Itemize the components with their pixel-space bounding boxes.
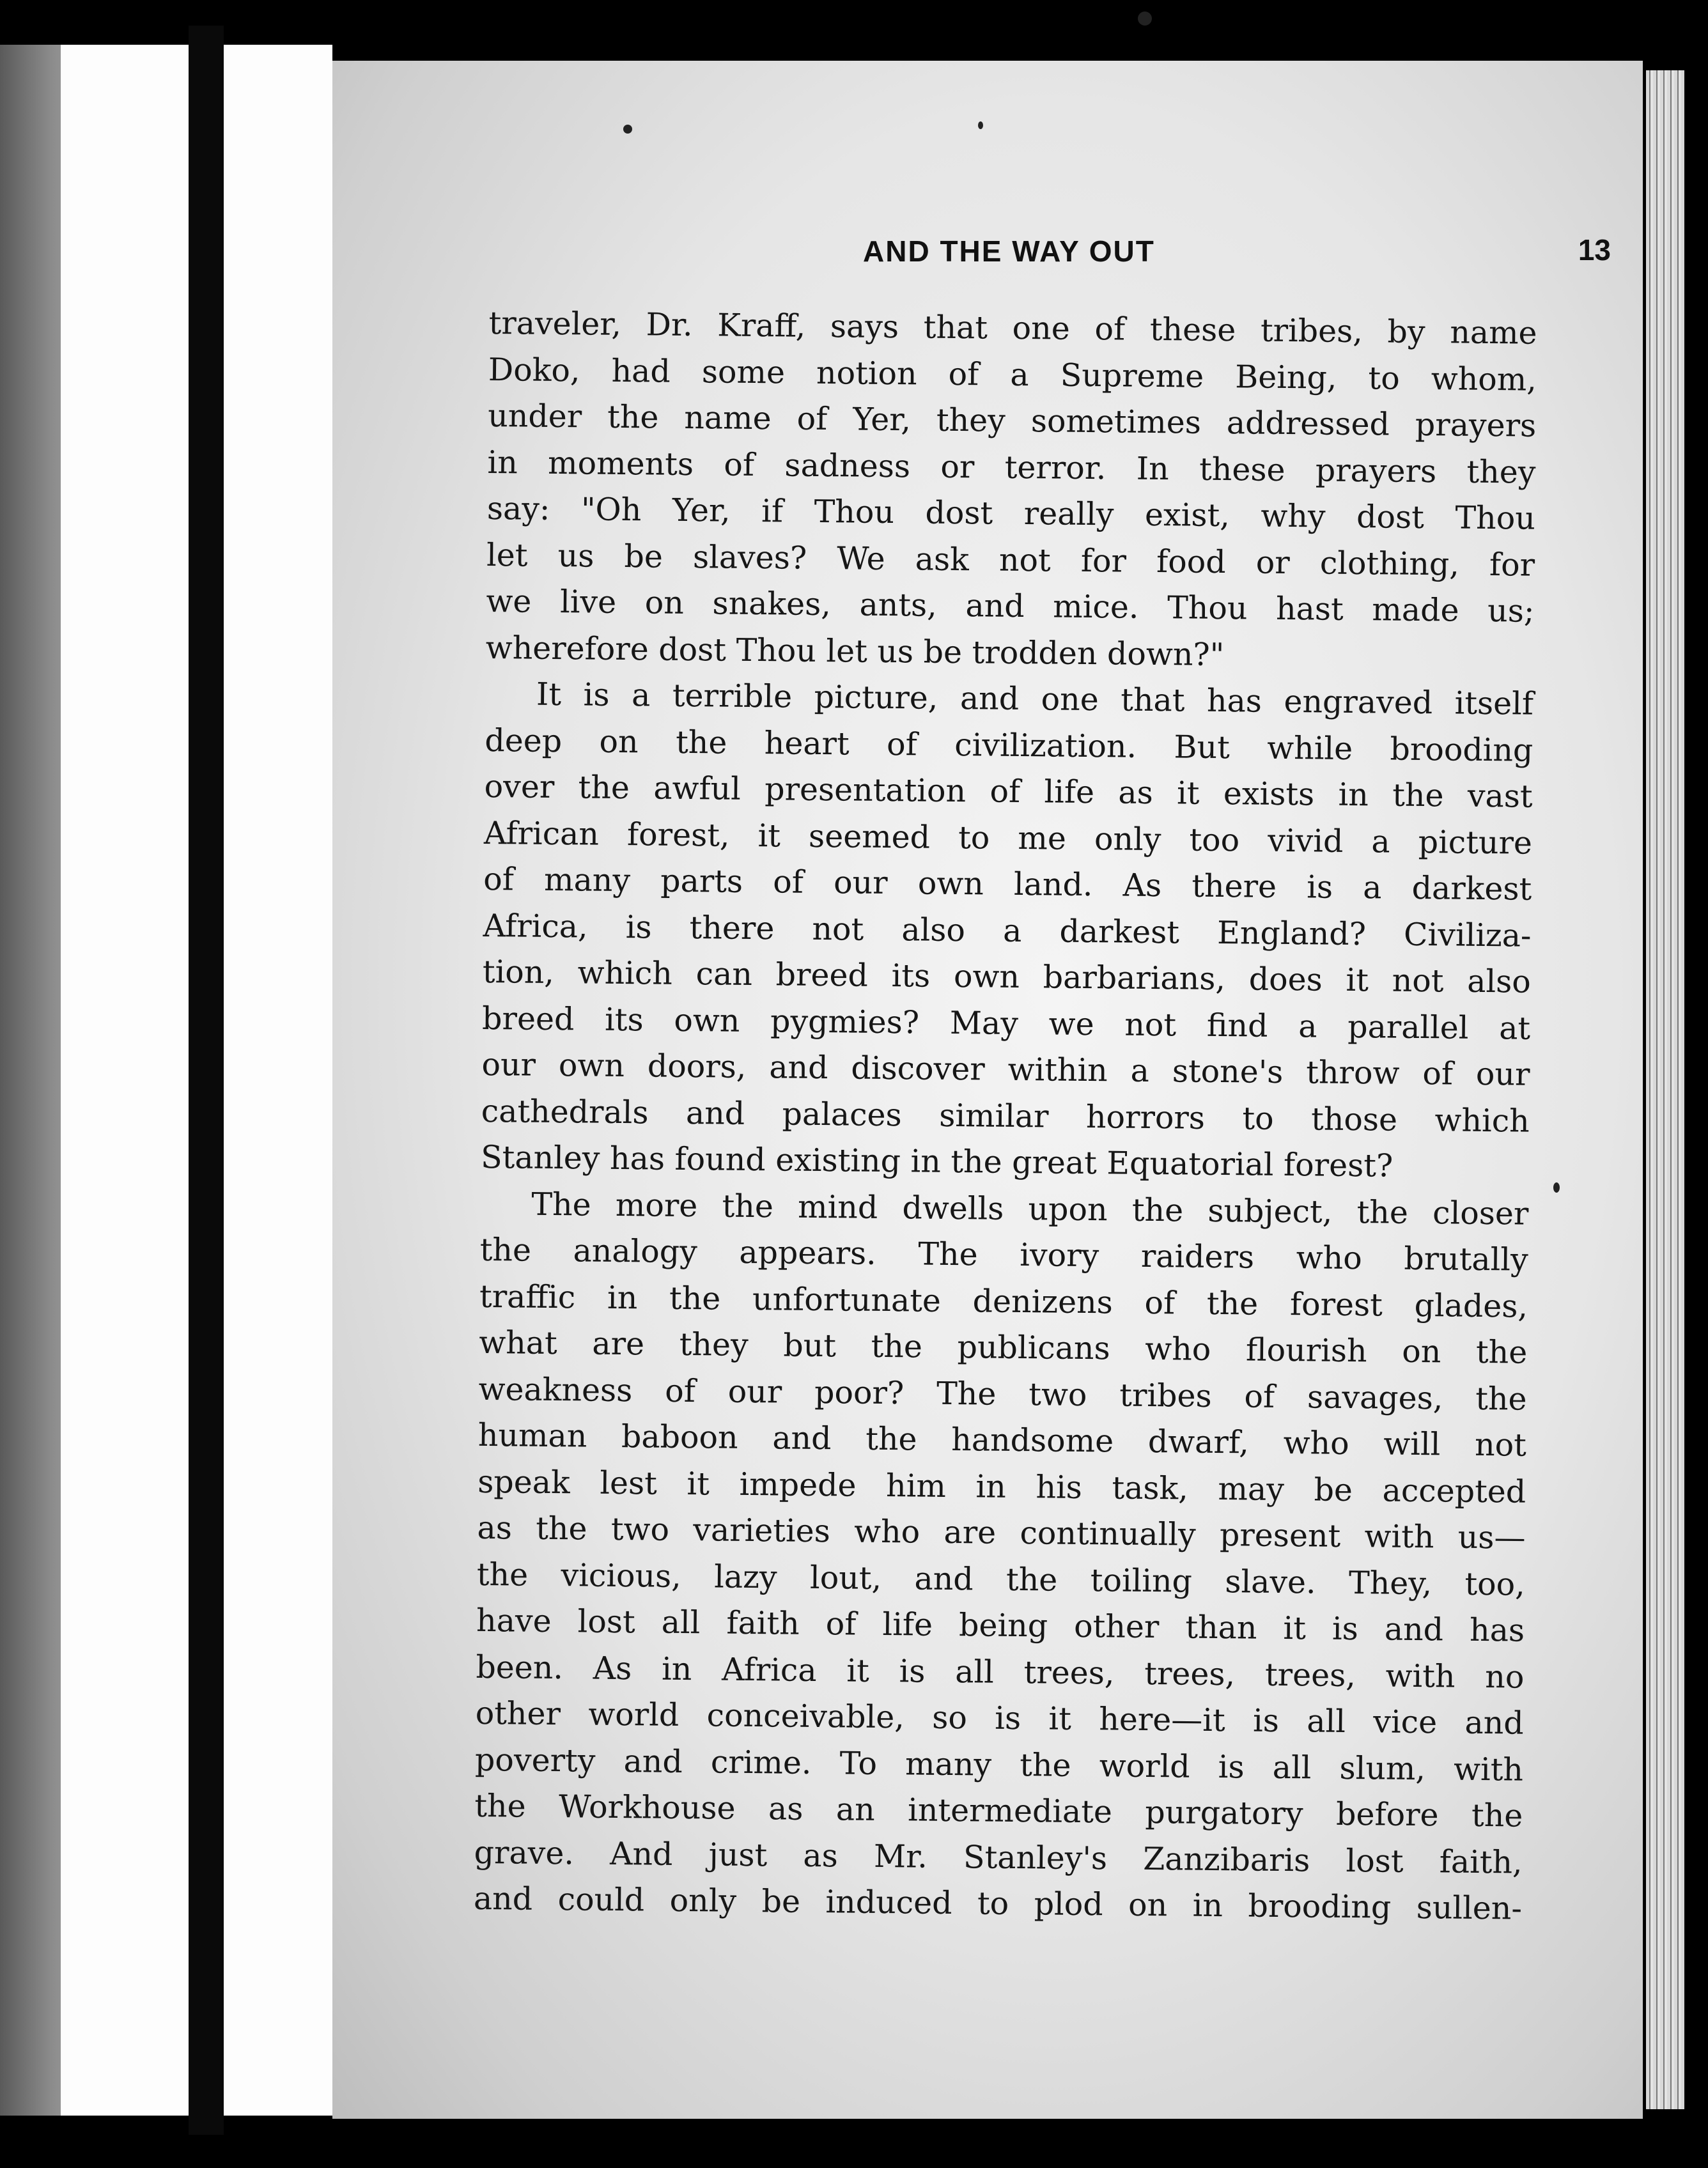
text-line: traveler, Dr. Kraff, says that one of these tribes, by name (488, 304, 1537, 352)
text-line: traffic in the unfortunate denizens of the forest glades, (479, 1278, 1528, 1325)
text-line: Stanley has found existing in the great Equatorial forest? (480, 1138, 1394, 1184)
scan-speck (978, 121, 983, 129)
text-line: over the awful presentation of life as it exists in the vast (484, 768, 1533, 815)
text-line: say: "Oh Yer, if Thou dost really exist, why dost Thou (486, 490, 1536, 537)
text-line: the Workhouse as an intermediate purgatory before the (474, 1787, 1523, 1834)
scan-speck (1138, 12, 1152, 26)
text-line: under the name of Yer, they sometimes addressed prayers (487, 397, 1537, 444)
text-line: our own doors, and discover within a stone's throw of our (481, 1046, 1530, 1093)
page-inner-margin (224, 45, 332, 2116)
text-line: we live on snakes, ants, and mice. Thou hast made us; (486, 582, 1535, 630)
text-line: as the two varieties who are continually present with us— (477, 1509, 1526, 1556)
text-line: other world conceivable, so is it here—it is all vice and (475, 1694, 1524, 1742)
text-line: It is a terrible picture, and one that has engraved itself (536, 676, 1534, 722)
text-line: speak lest it impede him in his task, may be accepted (477, 1463, 1526, 1510)
text-line: The more the mind dwells upon the subject, the closer (531, 1186, 1529, 1232)
text-line: human baboon and the handsome dwarf, who will not (477, 1416, 1527, 1464)
text-line: in moments of sadness or terror. In these prayers they (487, 444, 1536, 491)
scan-speck (623, 125, 632, 134)
text-line: what are they but the publicans who flourish on the (479, 1324, 1528, 1371)
text-line: the analogy appears. The ivory raiders who brutally (479, 1231, 1528, 1278)
text-line: been. As in Africa it is all trees, trees, trees, with no (476, 1648, 1525, 1696)
text-line: poverty and crime. To many the world is all slum, with (474, 1741, 1524, 1788)
page-stack-edges (1646, 70, 1684, 2109)
text-line: weakness of our poor? The two tribes of savages, the (478, 1370, 1527, 1418)
text-line: wherefore dost Thou let us be trodden down?" (485, 629, 1225, 673)
text-line: Doko, had some notion of a Supreme Being, to whom, (488, 351, 1537, 398)
text-line: African forest, it seemed to me only too vivid a picture (483, 814, 1533, 862)
text-line: tion, which can breed its own barbarians, does it not also (482, 953, 1532, 1000)
text-line: breed its own pygmies? May we not find a parallel at (481, 1000, 1531, 1047)
page-number: 13 (1578, 233, 1611, 267)
scan-speck (1553, 1182, 1560, 1193)
text-line: let us be slaves? We ask not for food or clothing, for (486, 536, 1535, 584)
facing-page-margin (61, 45, 189, 2116)
text-line: the vicious, lazy lout, and the toiling slave. They, too, (476, 1556, 1526, 1603)
text-line: of many parts of our own land. As there is a darkest (483, 860, 1532, 908)
text-line: cathedrals and palaces similar horrors to those which (481, 1092, 1530, 1140)
text-line: grave. And just as Mr. Stanley's Zanzibaris lost faith, (474, 1834, 1523, 1881)
page-header (486, 230, 1611, 275)
text-line: Africa, is there not also a darkest England? Civiliza- (483, 907, 1532, 954)
text-line: have lost all faith of life being other than it is and has (476, 1602, 1525, 1649)
body-text (474, 300, 1537, 1932)
running-head: AND THE WAY OUT (863, 235, 1155, 268)
book-gutter (189, 26, 224, 2135)
text-line: and could only be induced to plod on in brooding sullen- (473, 1880, 1523, 1927)
text-line: deep on the heart of civilization. But while brooding (485, 722, 1533, 769)
